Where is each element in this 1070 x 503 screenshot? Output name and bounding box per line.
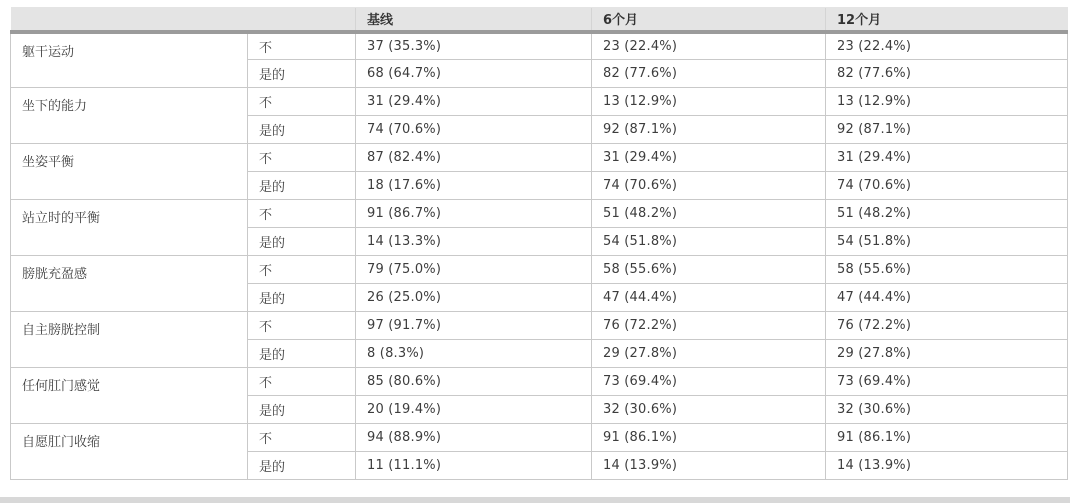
cell-baseline: 85 (80.6%) [356,368,592,396]
cell-baseline: 37 (35.3%) [356,32,592,60]
cell-answer: 是的 [248,396,356,424]
cell-twelve-months: 73 (69.4%) [826,368,1068,396]
cell-twelve-months: 76 (72.2%) [826,312,1068,340]
table-row [11,200,1068,228]
table-row [11,32,1068,60]
cell-answer: 不 [248,256,356,284]
cell-answer: 是的 [248,116,356,144]
cell-baseline: 74 (70.6%) [356,116,592,144]
cell-six-months: 73 (69.4%) [592,368,826,396]
row-category: 坐下的能力 [11,88,248,144]
cell-six-months: 23 (22.4%) [592,32,826,60]
cell-twelve-months: 92 (87.1%) [826,116,1068,144]
outcomes-table [10,7,1068,480]
cell-six-months: 91 (86.1%) [592,424,826,452]
cell-six-months: 51 (48.2%) [592,200,826,228]
cell-answer: 不 [248,32,356,60]
cell-six-months: 47 (44.4%) [592,284,826,312]
cell-answer: 是的 [248,452,356,480]
header-empty [11,8,356,32]
cell-six-months: 92 (87.1%) [592,116,826,144]
cell-answer: 不 [248,368,356,396]
cell-twelve-months: 47 (44.4%) [826,284,1068,312]
cell-baseline: 11 (11.1%) [356,452,592,480]
cell-baseline: 94 (88.9%) [356,424,592,452]
cell-twelve-months: 91 (86.1%) [826,424,1068,452]
cell-twelve-months: 51 (48.2%) [826,200,1068,228]
cell-twelve-months: 58 (55.6%) [826,256,1068,284]
cell-baseline: 20 (19.4%) [356,396,592,424]
row-category: 自主膀胱控制 [11,312,248,368]
table-row [11,88,1068,116]
table-row [11,424,1068,452]
row-category: 自愿肛门收缩 [11,424,248,480]
cell-twelve-months: 13 (12.9%) [826,88,1068,116]
cell-twelve-months: 82 (77.6%) [826,60,1068,88]
cell-answer: 不 [248,312,356,340]
cell-twelve-months: 54 (51.8%) [826,228,1068,256]
cell-six-months: 13 (12.9%) [592,88,826,116]
cell-twelve-months: 31 (29.4%) [826,144,1068,172]
table-row [11,368,1068,396]
row-category: 坐姿平衡 [11,144,248,200]
cell-six-months: 76 (72.2%) [592,312,826,340]
page-bottom-strip [0,497,1070,503]
cell-answer: 是的 [248,172,356,200]
cell-six-months: 58 (55.6%) [592,256,826,284]
cell-baseline: 68 (64.7%) [356,60,592,88]
cell-answer: 是的 [248,60,356,88]
table-row [11,144,1068,172]
cell-baseline: 79 (75.0%) [356,256,592,284]
cell-six-months: 32 (30.6%) [592,396,826,424]
column-header-twelve-months: 12个月 [826,8,1068,32]
row-category: 任何肛门感觉 [11,368,248,424]
cell-answer: 是的 [248,228,356,256]
cell-baseline: 31 (29.4%) [356,88,592,116]
cell-twelve-months: 14 (13.9%) [826,452,1068,480]
cell-baseline: 14 (13.3%) [356,228,592,256]
cell-answer: 不 [248,144,356,172]
cell-baseline: 8 (8.3%) [356,340,592,368]
cell-baseline: 18 (17.6%) [356,172,592,200]
row-category: 躯干运动 [11,32,248,88]
cell-six-months: 29 (27.8%) [592,340,826,368]
cell-baseline: 26 (25.0%) [356,284,592,312]
header-row [11,8,1068,32]
row-category: 站立时的平衡 [11,200,248,256]
column-header-baseline: 基线 [356,8,592,32]
cell-twelve-months: 23 (22.4%) [826,32,1068,60]
cell-six-months: 74 (70.6%) [592,172,826,200]
cell-answer: 不 [248,200,356,228]
cell-baseline: 97 (91.7%) [356,312,592,340]
cell-answer: 是的 [248,340,356,368]
cell-six-months: 54 (51.8%) [592,228,826,256]
cell-answer: 是的 [248,284,356,312]
column-header-six-months: 6个月 [592,8,826,32]
cell-baseline: 91 (86.7%) [356,200,592,228]
cell-answer: 不 [248,88,356,116]
row-category: 膀胱充盈感 [11,256,248,312]
cell-six-months: 82 (77.6%) [592,60,826,88]
cell-baseline: 87 (82.4%) [356,144,592,172]
table-row [11,312,1068,340]
cell-twelve-months: 32 (30.6%) [826,396,1068,424]
table-row [11,256,1068,284]
cell-twelve-months: 74 (70.6%) [826,172,1068,200]
cell-six-months: 31 (29.4%) [592,144,826,172]
cell-answer: 不 [248,424,356,452]
cell-six-months: 14 (13.9%) [592,452,826,480]
cell-twelve-months: 29 (27.8%) [826,340,1068,368]
